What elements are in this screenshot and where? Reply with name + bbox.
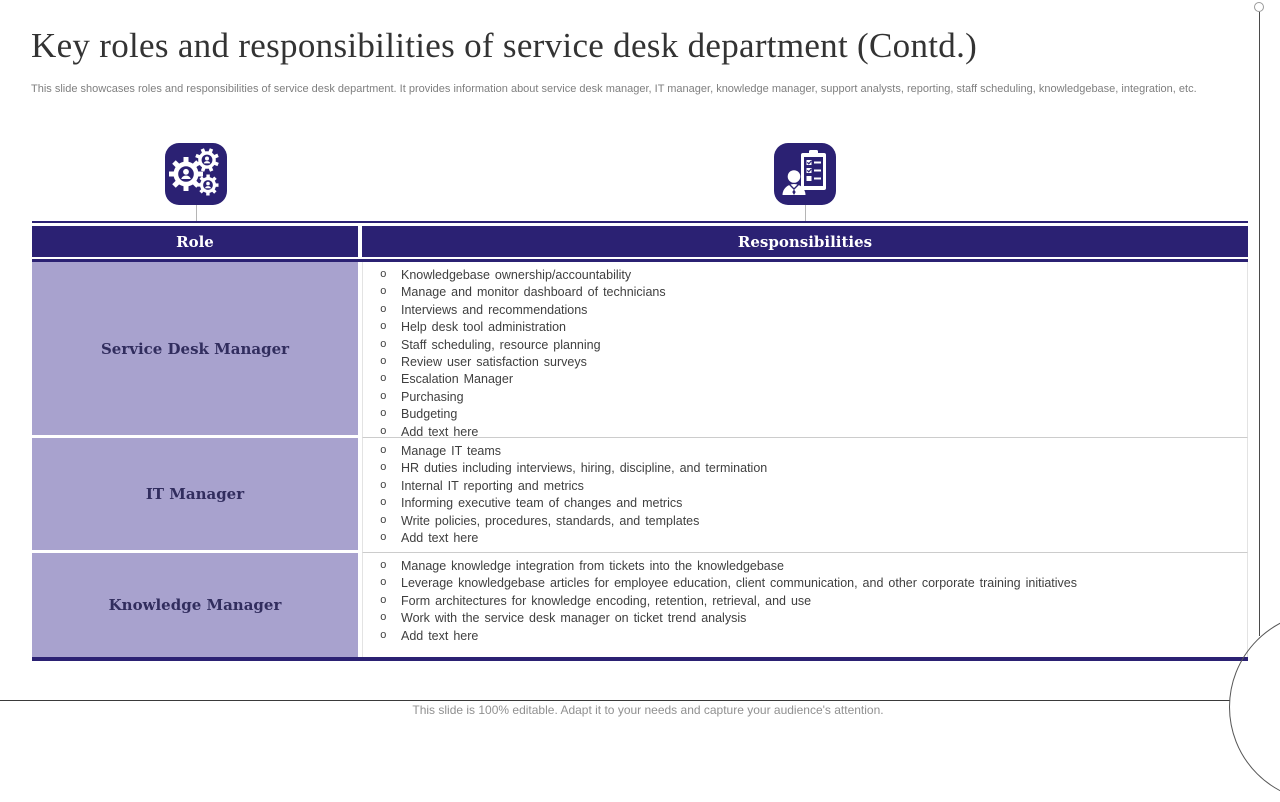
header-role: Role (32, 226, 358, 257)
responsibility-item: o Staff scheduling, resource planning (363, 337, 1237, 354)
responsibility-item: o Work with the service desk manager on ticket trend analysis (363, 610, 1237, 627)
badge-connector-line (805, 205, 806, 222)
badge-connector-line (196, 205, 197, 222)
table-header-row (32, 226, 1248, 257)
table-rows (32, 262, 1248, 657)
role-cell (32, 262, 358, 438)
responsibility-item: o HR duties including interviews, hiring, discipline, and termination (363, 460, 1237, 477)
responsibilities-list (363, 443, 1237, 547)
role-column-badge (165, 143, 227, 205)
corner-dot-decoration (1254, 2, 1264, 12)
responsibilities-cell (362, 553, 1248, 657)
responsibility-item: o Form architectures for knowledge encoding, retention, retrieval, and use (363, 593, 1237, 610)
page-title: Key roles and responsibilities of service desk department (Contd.) (31, 26, 978, 65)
footer-note: This slide is 100% editable. Adapt it to your needs and capture your audience's attention. (412, 703, 884, 717)
responsibilities-cell (362, 438, 1248, 553)
responsibility-item: o Budgeting (363, 406, 1237, 423)
responsibilities-list (363, 558, 1237, 645)
responsibility-item: o Knowledgebase ownership/accountability (363, 267, 1237, 284)
role-cell (32, 438, 358, 553)
slide-subtitle: This slide showcases roles and responsibilities of service desk department. It provides information about service desk manager, IT manager, knowledge manager, support analysts, reporting, staff scheduling, knowledgebase, integration, etc. (31, 83, 1197, 95)
responsibility-item: o Manage and monitor dashboard of technicians (363, 284, 1237, 301)
responsibility-item: o Informing executive team of changes and metrics (363, 495, 1237, 512)
responsibility-item: o Internal IT reporting and metrics (363, 478, 1237, 495)
role-cell-label: Knowledge Manager (108, 596, 282, 614)
table-bottom-accent (32, 657, 1248, 661)
responsibility-item: o Review user satisfaction surveys (363, 354, 1237, 371)
table-row (32, 438, 1248, 553)
responsibility-item: o Add text here (363, 530, 1237, 547)
role-cell-label: IT Manager (145, 485, 245, 503)
gears-team-icon (165, 143, 227, 205)
footer-divider-line (0, 700, 1230, 701)
person-checklist-icon (774, 143, 836, 205)
header-responsibilities: Responsibilities (362, 226, 1248, 257)
responsibility-item: o Purchasing (363, 389, 1237, 406)
table-row (32, 262, 1248, 438)
responsibility-item: o Manage knowledge integration from tickets into the knowledgebase (363, 558, 1237, 575)
role-cell-label: Service Desk Manager (100, 339, 290, 358)
responsibility-item: o Interviews and recommendations (363, 302, 1237, 319)
responsibilities-list (363, 267, 1237, 438)
responsibility-item: o Write policies, procedures, standards, and templates (363, 513, 1237, 530)
responsibility-item: o Manage IT teams (363, 443, 1237, 460)
responsibilities-cell (362, 262, 1248, 438)
responsibilities-column-badge (774, 143, 836, 205)
responsibility-item: o Leverage knowledgebase articles for employee education, client communication, and other corporate training initiatives (363, 575, 1237, 592)
responsibility-item: o Add text here (363, 628, 1237, 645)
role-cell (32, 553, 358, 657)
right-edge-line (1259, 12, 1260, 636)
responsibility-item: o Help desk tool administration (363, 319, 1237, 336)
table-top-accent (32, 221, 1248, 223)
responsibility-item: o Add text here (363, 424, 1237, 438)
table-row (32, 553, 1248, 657)
responsibility-item: o Escalation Manager (363, 371, 1237, 388)
roles-table (32, 221, 1248, 661)
